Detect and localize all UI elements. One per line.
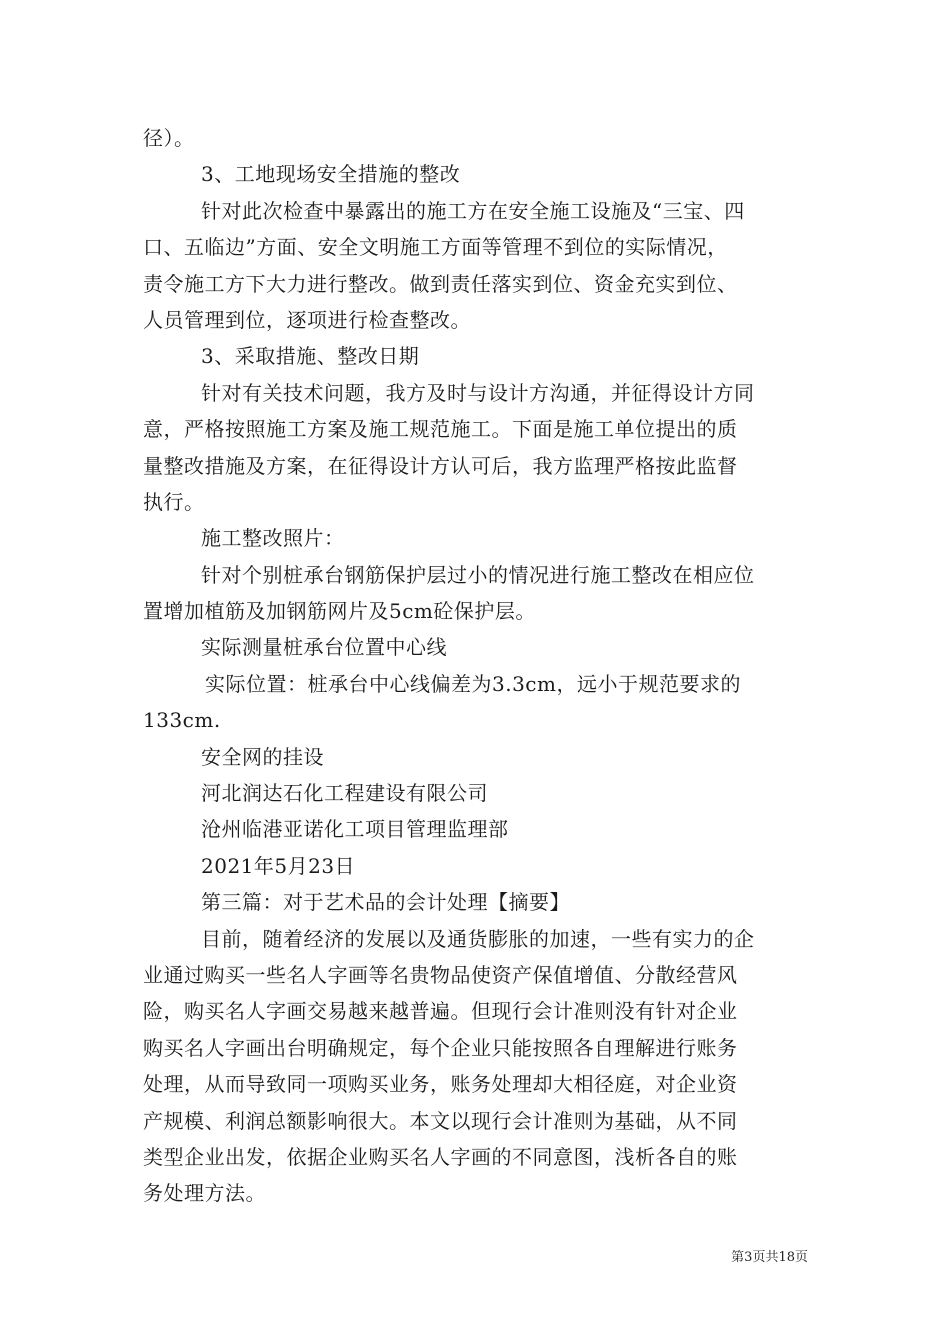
- text-line: 类型企业出发，依据企业购买名人字画的不同意图，浅析各自的账: [143, 1144, 738, 1169]
- text-line: 针对有关技术问题，我方及时与设计方沟通，并征得设计方同: [201, 380, 755, 405]
- text-line: 置增加植筋及加钢筋网片及5cm砼保护层。: [143, 599, 536, 624]
- text-line: 实际测量桩承台位置中心线: [201, 635, 447, 660]
- text-line: 执行。: [143, 489, 205, 514]
- text-line: 购买名人字画出台明确规定，每个企业只能按照各自理解进行账务: [143, 1035, 738, 1060]
- text-line: 安全网的挂设: [201, 744, 324, 769]
- text-line: 处理，从而导致同一项购买业务，账务处理却大相径庭，对企业资: [143, 1072, 738, 1097]
- document-body: [143, 120, 809, 1212]
- text-line: 沧州临港亚诺化工项目管理监理部: [201, 817, 509, 842]
- text-line: 口、五临边”方面、安全文明施工方面等管理不到位的实际情况，: [143, 235, 728, 260]
- text-line: 务处理方法。: [143, 1181, 266, 1206]
- text-line: 量整改措施及方案，在征得设计方认可后，我方监理严格按此监督: [143, 453, 738, 478]
- text-line: 针对此次检查中暴露出的施工方在安全施工设施及“三宝、四: [201, 198, 745, 223]
- text-line: 133cm.: [143, 708, 221, 733]
- text-line: 3、工地现场安全措施的整改: [201, 162, 461, 187]
- page-number: 第3页共18页: [731, 1250, 808, 1265]
- text-line: 人员管理到位，逐项进行检查整改。: [143, 307, 471, 332]
- text-line: 责令施工方下大力进行整改。做到责任落实到位、资金充实到位、: [143, 271, 738, 296]
- text-line: 2021年5月23日: [201, 853, 356, 878]
- text-line: 实际位置：桩承台中心线偏差为3.3cm，远小于规范要求的: [205, 671, 741, 696]
- text-line: 意，严格按照施工方案及施工规范施工。下面是施工单位提出的质: [143, 417, 738, 442]
- text-line: 河北润达石化工程建设有限公司: [201, 781, 488, 806]
- text-line: 施工整改照片：: [201, 526, 345, 551]
- text-line: 针对个别桩承台钢筋保护层过小的情况进行施工整改在相应位: [201, 562, 755, 587]
- text-line: 径）。: [143, 126, 195, 150]
- text-line: 目前，随着经济的发展以及通货膨胀的加速，一些有实力的企: [201, 926, 755, 951]
- text-line: 3、采取措施、整改日期: [201, 344, 420, 369]
- text-line: 第三篇：对于艺术品的会计处理【摘要】: [201, 890, 570, 915]
- text-line: 险，购买名人字画交易越来越普遍。但现行会计准则没有针对企业: [143, 999, 738, 1024]
- text-line: 产规模、利润总额影响很大。本文以现行会计准则为基础，从不同: [143, 1108, 738, 1133]
- text-line: 业通过购买一些名人字画等名贵物品使资产保值增值、分散经营风: [143, 962, 738, 987]
